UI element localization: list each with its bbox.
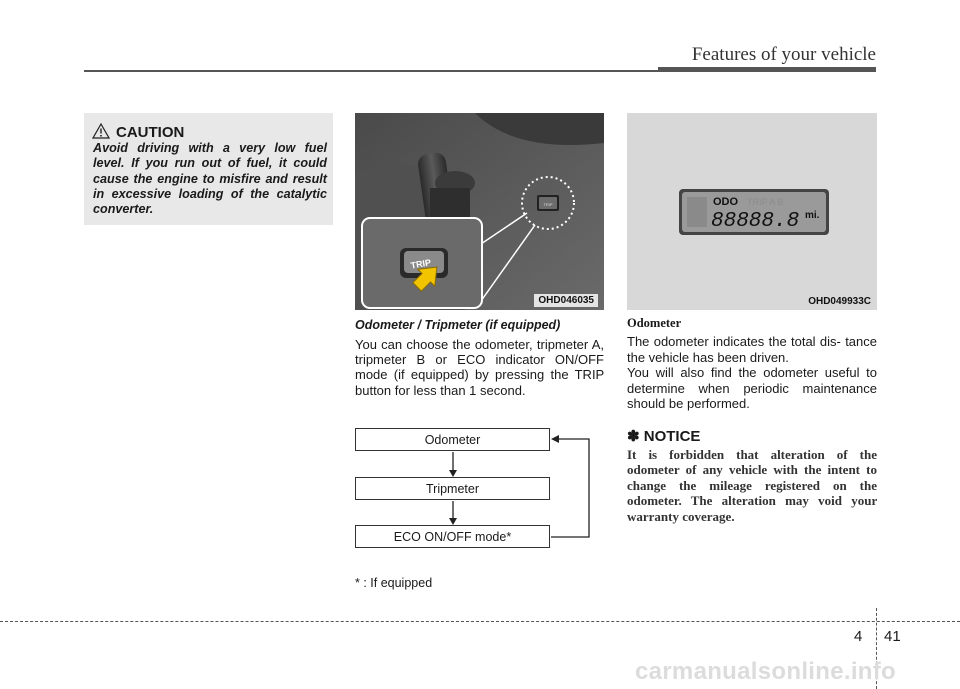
caution-line: cause the engine to misfire and [93, 171, 288, 186]
caution-text [93, 141, 327, 217]
odometer-text [627, 334, 877, 412]
caution-line: level. If you run out of fuel, it could [93, 156, 327, 171]
flow-arrows [355, 420, 605, 550]
odometer-display-photo [627, 113, 877, 310]
caution-line: catalytic converter. [93, 186, 327, 217]
down-arrow-icon [449, 470, 457, 477]
page-number: 41 [884, 628, 901, 645]
left-arrow-icon [551, 435, 559, 443]
odo-digits: 88888.8 [711, 210, 800, 233]
flow-step-tripmeter: Tripmeter [355, 477, 550, 500]
notice-heading: ✽ NOTICE [627, 428, 701, 445]
text-line: You can choose the odometer, tripmeter [355, 337, 589, 352]
trip-button-label: TRIP [409, 257, 432, 271]
text-line: You will also find the odometer useful to [627, 365, 877, 381]
chapter-number: 4 [854, 628, 863, 645]
watermark: carmanualsonline.info [635, 658, 897, 685]
text-line: odometer. The alteration may void your [627, 493, 877, 509]
footer-rule [0, 621, 960, 622]
notice-text [627, 447, 877, 524]
text-line: warranty coverage. [627, 508, 735, 524]
text-line: should be performed. [627, 396, 750, 412]
odometer-lcd-illustration [627, 113, 877, 310]
trip-section-text [355, 337, 604, 398]
warning-triangle-icon [92, 123, 110, 139]
trip-section-heading: Odometer / Tripmeter (if equipped) [355, 318, 561, 332]
section-title: Features of your vehicle [691, 44, 876, 65]
header-rule-accent [658, 67, 876, 72]
text-line: tance the vehicle has been driven. [627, 334, 877, 365]
caution-line: result in excessive loading of the [93, 171, 327, 201]
flow-footnote: * : If equipped [355, 576, 433, 590]
photo-code: OHD049933C [808, 296, 871, 307]
text-line: It is forbidden that alteration of the [627, 447, 877, 462]
small-trip-label: TRIP [543, 202, 553, 207]
odo-label: ODO [713, 196, 739, 208]
flow-step-odometer: Odometer [355, 428, 550, 451]
photo-code: OHD046035 [534, 294, 598, 307]
text-line: A, tripmeter B or ECO indicator ON/OFF [355, 337, 604, 368]
down-arrow-icon [449, 518, 457, 525]
text-line: button for less than 1 second. [355, 382, 526, 398]
odo-unit: mi. [805, 210, 820, 221]
caution-heading [92, 123, 184, 141]
caution-line: Avoid driving with a very low fuel [93, 141, 327, 155]
text-line: The odometer indicates the total dis- [627, 334, 841, 349]
trip-ghost-label: TRIP A B [747, 197, 784, 207]
trip-button-photo [355, 113, 604, 310]
odometer-heading: Odometer [627, 316, 682, 330]
text-line: to change the mileage registered on the [627, 462, 877, 493]
text-line: mode (if equipped) by pressing the TRIP [355, 367, 604, 383]
flow-step-eco-mode: ECO ON/OFF mode* [355, 525, 550, 548]
trip-photo-illustration [355, 113, 604, 310]
caution-heading-text: CAUTION [116, 124, 185, 141]
text-line: odometer of any vehicle with the intent [627, 462, 861, 478]
text-line: determine when periodic maintenance [627, 380, 877, 396]
